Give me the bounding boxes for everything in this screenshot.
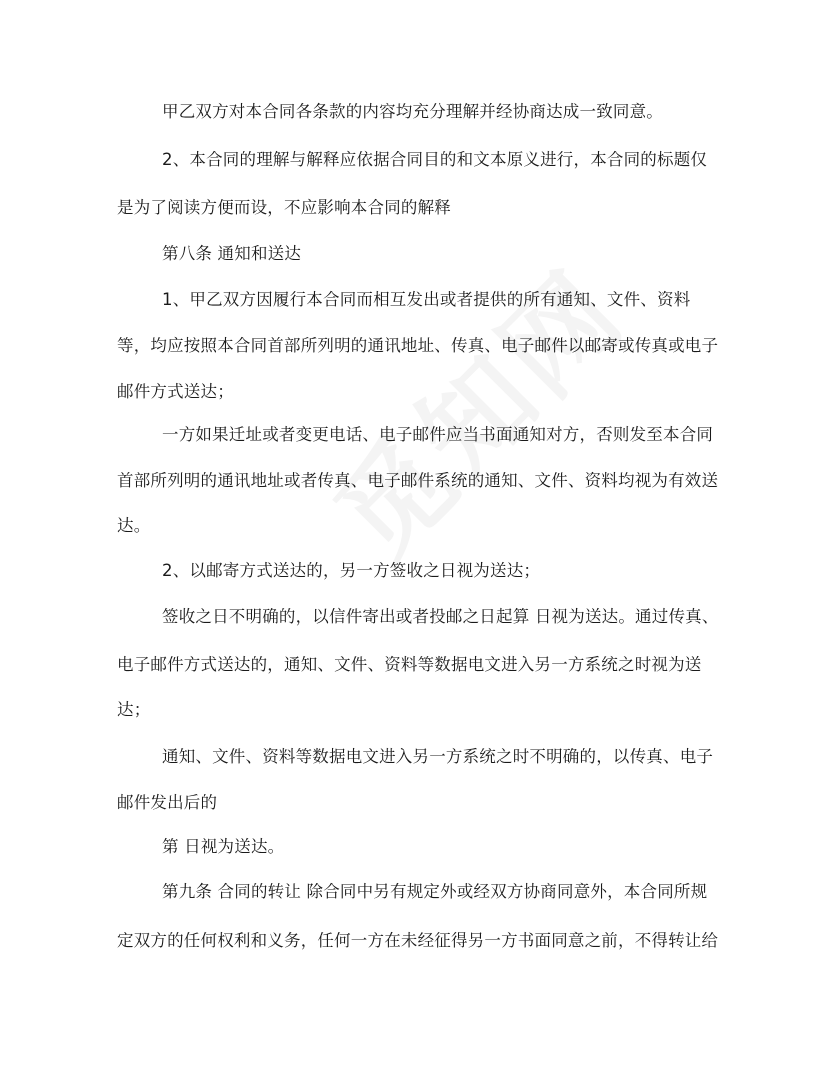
paragraph-line: 1、甲乙双方因履行本合同而相互发出或者提供的所有通知、文件、资料 — [162, 290, 691, 309]
paragraph-line: 定双方的任何权利和义务，任何一方在未经征得另一方书面同意之前，不得转让给 — [117, 931, 719, 950]
paragraph-line: 电子邮件方式送达的，通知、文件、资料等数据电文进入另一方系统之时视为送 — [117, 655, 702, 674]
paragraph-line: 2、本合同的理解与解释应依据合同目的和文本原义进行，本合同的标题仅 — [162, 150, 708, 169]
paragraph-line: 等，均应按照本合同首部所列明的通讯地址、传真、电子邮件以邮寄或传真或电子 — [117, 336, 719, 355]
section-heading: 第八条 通知和送达 — [162, 244, 302, 263]
paragraph-line: 甲乙双方对本合同各条款的内容均充分理解并经协商达成一致同意。 — [162, 102, 663, 121]
paragraph-line: 签收之日不明确的，以信件寄出或者投邮之日起算 日视为送达。通过传真、 — [162, 607, 719, 626]
paragraph-line: 是为了阅读方便而设，不应影响本合同的解释 — [117, 198, 451, 217]
paragraph-line: 达。 — [117, 516, 151, 535]
paragraph-line: 邮件发出后的 — [117, 793, 218, 812]
paragraph-line: 邮件方式送达； — [117, 382, 234, 401]
section-heading: 第九条 合同的转让 除合同中另有规定外或经双方协商同意外，本合同所规 — [162, 882, 708, 901]
paragraph-line: 达； — [117, 700, 151, 719]
paragraph-line: 一方如果迁址或者变更电话、电子邮件应当书面通知对方，否则发至本合同 — [162, 425, 714, 444]
paragraph-line: 2、以邮寄方式送达的，另一方签收之日视为送达； — [162, 561, 541, 580]
paragraph-line: 第 日视为送达。 — [162, 837, 285, 856]
paragraph-line: 通知、文件、资料等数据电文进入另一方系统之时不明确的，以传真、电子 — [162, 747, 714, 766]
watermark — [295, 230, 653, 588]
paragraph-line: 首部所列明的通讯地址或者传真、电子邮件系统的通知、文件、资料均视为有效送 — [117, 471, 719, 490]
